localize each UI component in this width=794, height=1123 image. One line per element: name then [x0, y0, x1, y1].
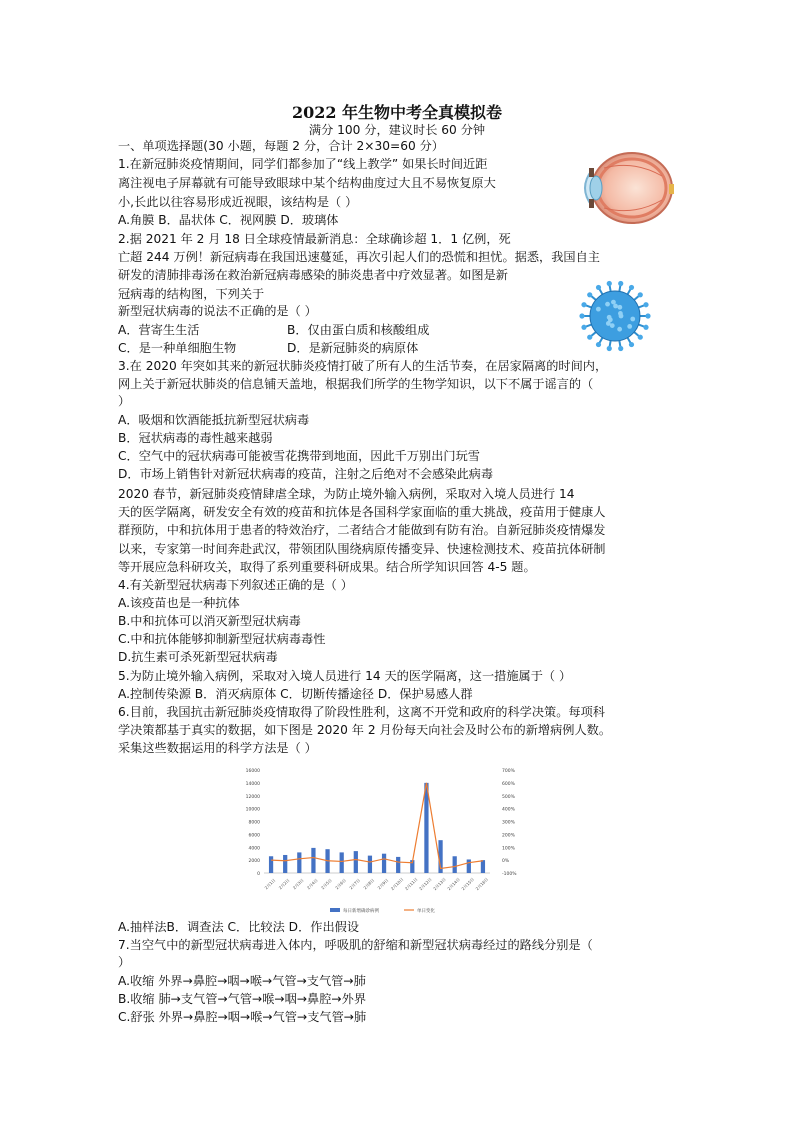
bar — [481, 860, 485, 873]
virus-surface-dot — [605, 302, 610, 307]
q5-options: A.控制传染源 B．消灭病原体 C．切断传播途径 D．保护易感人群 — [118, 687, 473, 701]
virus-spike-tip — [638, 292, 643, 297]
x-tick-label: 2月9日 — [376, 877, 390, 891]
q6-line-2: 学决策都基于真实的数据，如下图是 2020 年 2 月份每天向社会及时公布的新增病例人数。 — [118, 723, 612, 737]
legend-label-bar: 每日新增确诊病例 — [343, 909, 379, 914]
virus-spike-tip — [645, 313, 650, 318]
y-tick-label-left: 10000 — [245, 807, 260, 813]
virus-spike-tip — [643, 325, 648, 330]
virus-surface-dot — [618, 311, 623, 316]
y-tick-label-left: 0 — [257, 872, 260, 877]
q7-option-a: A.收缩 外界→鼻腔→咽→喉→气管→支气管→肺 — [118, 974, 366, 988]
bar — [467, 859, 471, 873]
y-tick-label-right: 100% — [502, 846, 515, 852]
virus-body — [590, 291, 640, 341]
q3-option-b: B．冠状病毒的毒性越来越弱 — [118, 431, 273, 445]
x-tick-label: 2月14日 — [446, 876, 461, 892]
coronavirus-icon — [575, 280, 655, 352]
q3-line-1: 3.在 2020 年突如其来的新冠状肺炎疫情打破了所有人的生活节奏，在居家隔离的时间内， — [118, 359, 608, 373]
q4-option-b: B.中和抗体可以消灭新型冠状病毒 — [118, 614, 301, 628]
virus-surface-dot — [617, 305, 622, 310]
q3-option-d: D．市场上销售针对新冠状病毒的疫苗，注射之后绝对不会感染此病毒 — [118, 467, 494, 481]
q1-options: A.角膜 B．晶状体 C．视网膜 D．玻璃体 — [118, 213, 339, 227]
q2-option-d: D．是新冠肺炎的病原体 — [287, 341, 419, 355]
legend-swatch-bar — [330, 908, 340, 912]
q3-option-a: A．吸烟和饮酒能抵抗新型冠状病毒 — [118, 413, 310, 427]
q1-line-3: 小,长此以往容易形成近视眼，该结构是（ ） — [118, 195, 358, 209]
eye-diagram-icon — [574, 150, 674, 226]
x-tick-label: 2月16日 — [474, 876, 490, 892]
y-tick-label-right: 700% — [502, 769, 515, 774]
y-tick-label-right: 200% — [502, 833, 515, 839]
daily-cases-chart — [232, 760, 522, 920]
y-tick-label-right: -100% — [502, 872, 517, 877]
q7-option-b: B.收缩 肺→支气管→气管→喉→咽→鼻腔→外界 — [118, 992, 367, 1006]
x-tick-label: 2月3日 — [291, 877, 305, 891]
virus-spike-tip — [607, 281, 612, 286]
q6-options: A.抽样法B．调查法 C．比较法 D．作出假设 — [118, 920, 360, 934]
passage-line-5: 等开展应急科研攻关，取得了系列重要科研成果。结合所学知识回答 4-5 题。 — [118, 560, 536, 574]
q1-line-1: 1.在新冠肺炎疫情期间，同学们都参加了“线上教学” 如果长时间近距 — [118, 157, 488, 171]
y-tick-label-left: 6000 — [248, 833, 260, 839]
y-tick-label-left: 8000 — [248, 820, 260, 826]
y-tick-label-right: 0% — [502, 859, 510, 865]
virus-spike-tip — [629, 342, 634, 347]
virus-spike-tip — [638, 335, 643, 340]
passage-line-2: 天的医学隔离，研发安全有效的疫苗和抗体是各国科学家面临的重大挑战，疫苗用于健康人 — [118, 505, 606, 519]
bar — [297, 852, 301, 873]
q2-line-3: 研发的清肺排毒汤在救治新冠病毒感染的肺炎患者中疗效显著。如图是新 — [118, 268, 508, 282]
q4-stem: 4.有关新型冠状病毒下列叙述正确的是（ ） — [118, 578, 353, 592]
x-tick-label: 2月15日 — [460, 876, 476, 892]
virus-surface-dot — [630, 317, 635, 322]
y-tick-label-right: 300% — [502, 820, 515, 826]
q2-option-b: B．仅由蛋白质和核酸组成 — [287, 323, 430, 337]
line-series — [271, 783, 483, 869]
bar — [453, 856, 457, 873]
virus-surface-dot — [596, 307, 601, 312]
q2-line-2: 亡超 244 万例！新冠病毒在我国迅速蔓延，再次引起人们的恐慌和担忧。据悉，我国自主 — [118, 250, 600, 264]
q5-stem: 5.为防止境外输入病例，采取对入境人员进行 14 天的医学隔离，这一措施属于（ ） — [118, 669, 572, 683]
virus-spike-tip — [581, 302, 586, 307]
q2-option-c: C．是一种单细胞生物 — [118, 341, 237, 355]
x-tick-label: 2月11日 — [403, 876, 419, 892]
q6-line-1: 6.目前，我国抗击新冠肺炎疫情取得了阶段性胜利，这离不开党和政府的科学决策。每项科 — [118, 705, 605, 719]
bar — [311, 848, 315, 873]
bar — [368, 856, 372, 873]
y-tick-label-left: 14000 — [245, 781, 260, 787]
x-tick-label: 2月5日 — [320, 877, 333, 891]
q2-line-4: 冠病毒的结构图，下列关于 — [118, 287, 265, 301]
virus-spike-tip — [618, 281, 623, 286]
y-tick-label-left: 16000 — [245, 769, 260, 774]
legend-label-line: 单日变化 — [417, 909, 435, 914]
bar — [269, 856, 273, 873]
q2-option-a: A．营寄生生活 — [118, 323, 200, 337]
section-heading: 一、单项选择题(30 小题，每题 2 分，合计 2×30=60 分） — [118, 139, 444, 153]
virus-surface-dot — [610, 323, 615, 328]
virus-spike-tip — [581, 325, 586, 330]
passage-line-4: 以来，专家第一时间奔赴武汉，带领团队围绕病原传播变异、快速检测技术、疫苗抗体研制 — [118, 542, 606, 556]
virus-spike-tip — [596, 285, 601, 290]
q6-line-3: 采集这些数据运用的科学方法是（ ） — [118, 741, 317, 755]
q7-line-1: 7.当空气中的新型冠状病毒进入体内，呼吸肌的舒缩和新型冠状病毒经过的路线分别是（ — [118, 938, 593, 952]
passage-line-3: 群预防，中和抗体用于患者的特效治疗，二者结合才能做到有防有治。自新冠肺炎疫情爆发 — [118, 523, 606, 537]
x-tick-label: 2月4日 — [305, 877, 319, 891]
virus-surface-dot — [613, 304, 618, 309]
q2-line-5: 新型冠状病毒的说法不正确的是（ ） — [118, 304, 317, 318]
x-tick-label: 2月7日 — [348, 877, 362, 891]
bar — [340, 852, 344, 873]
exam-title: 2022 年生物中考全真模拟卷 — [291, 103, 503, 122]
x-tick-label: 2月13日 — [432, 876, 447, 892]
x-tick-label: 2月10日 — [389, 876, 405, 892]
q7-option-c: C.舒张 外界→鼻腔→咽→喉→气管→支气管→肺 — [118, 1010, 367, 1024]
y-tick-label-left: 4000 — [248, 846, 260, 852]
q2-line-1: 2.据 2021 年 2 月 18 日全球疫情最新消息：全球确诊超 1．1 亿例，死 — [118, 232, 511, 246]
virus-surface-dot — [608, 317, 613, 322]
y-tick-label-left: 2000 — [248, 859, 260, 865]
q4-option-c: C.中和抗体能够抑制新型冠状病毒毒性 — [118, 632, 326, 646]
exam-subtitle: 满分 100 分，建议时长 60 分钟 — [308, 123, 486, 137]
bar — [396, 857, 400, 873]
virus-spike-tip — [579, 313, 584, 318]
bar — [382, 854, 386, 873]
q1-line-2: 离注视电子屏幕就有可能导致眼球中某个结构曲度过大且不易恢复原大 — [118, 176, 496, 190]
virus-surface-dot — [617, 327, 622, 332]
y-tick-label-right: 600% — [502, 781, 515, 787]
q3-line-2: 网上关于新冠状肺炎的信息铺天盖地，根据我们所学的生物学知识，以下不属于谣言的（ — [118, 377, 594, 391]
virus-spike-tip — [607, 346, 612, 351]
virus-spike-tip — [587, 292, 592, 297]
q3-option-c: C．空气中的冠状病毒可能被雪花携带到地面，因此千万别出门玩雪 — [118, 449, 480, 463]
x-tick-label: 2月6日 — [334, 877, 348, 891]
virus-spike-tip — [596, 342, 601, 347]
bar — [424, 783, 428, 873]
virus-spike-tip — [629, 285, 634, 290]
virus-surface-dot — [627, 324, 632, 329]
q4-option-a: A.该疫苗也是一种抗体 — [118, 596, 240, 610]
x-tick-label: 2月8日 — [362, 877, 376, 891]
y-tick-label-right: 500% — [502, 794, 515, 800]
bar — [354, 851, 358, 873]
passage-line-1: 2020 春节，新冠肺炎疫情肆虐全球，为防止境外输入病例，采取对入境人员进行 14 — [118, 487, 575, 501]
x-tick-label: 2月2日 — [277, 877, 291, 891]
q7-line-2: ） — [118, 955, 131, 969]
y-tick-label-right: 400% — [502, 807, 515, 813]
x-tick-label: 2月12日 — [418, 876, 433, 892]
q4-option-d: D.抗生素可杀死新型冠状病毒 — [118, 650, 278, 664]
y-tick-label-left: 12000 — [245, 794, 260, 800]
bar — [283, 855, 287, 873]
x-tick-label: 2月1日 — [263, 877, 277, 891]
q3-line-3: ） — [118, 394, 131, 408]
virus-spike-tip — [618, 346, 623, 351]
virus-spike-tip — [587, 335, 592, 340]
virus-spike-tip — [643, 302, 648, 307]
